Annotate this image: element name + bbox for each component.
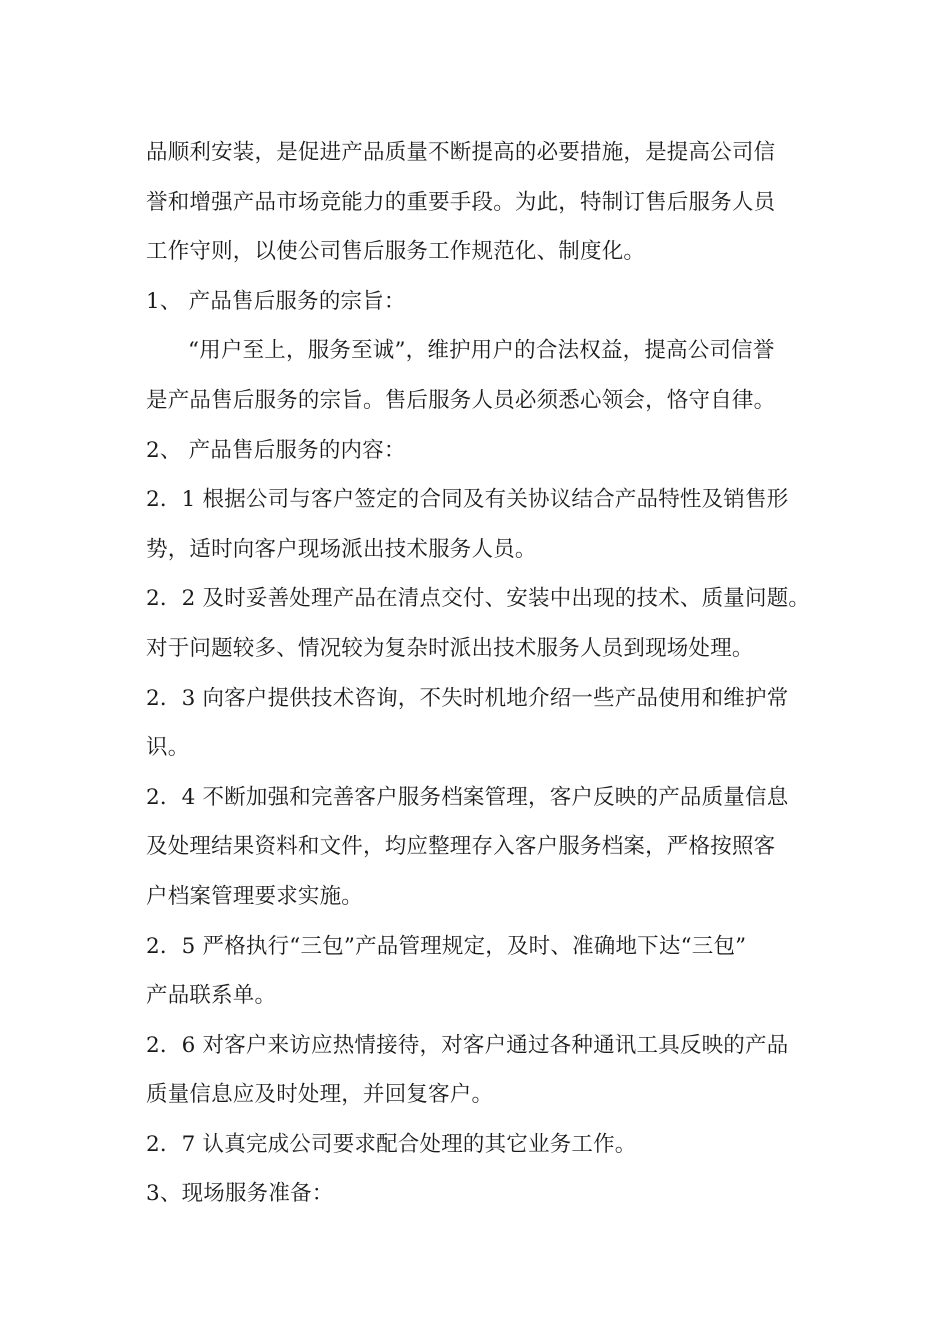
text-line: 2．7 认真完成公司要求配合处理的其它业务工作。 [146, 1131, 637, 1157]
text-line: 2．6 对客户来访应热情接待，对客户通过各种通讯工具反映的产品 [146, 1032, 789, 1058]
text-line: 识。 [146, 735, 190, 761]
text-line: 2．4 不断加强和完善客户服务档案管理，客户反映的产品质量信息 [146, 784, 789, 810]
text-line: “用户至上，服务至诚”，维护用户的合法权益，提高公司信誉 [188, 338, 775, 364]
text-line: 2．1 根据公司与客户签定的合同及有关协议结合产品特性及销售形 [146, 487, 789, 513]
text-line: 2．5 严格执行“三包”产品管理规定，及时、准确地下达“三包” [146, 933, 747, 959]
section-heading: 3、现场服务准备： [146, 1181, 334, 1207]
text-line: 质量信息应及时处理，并回复客户。 [146, 1082, 494, 1108]
section-heading: 2、 产品售后服务的内容： [146, 437, 406, 463]
text-line: 及处理结果资料和文件，均应整理存入客户服务档案，严格按照客 [146, 834, 776, 860]
text-line: 工作守则，以使公司售后服务工作规范化、制度化。 [146, 239, 646, 265]
text-line: 品顺利安装，是促进产品质量不断提高的必要措施，是提高公司信 [146, 140, 776, 165]
text-line: 2．2 及时妥善处理产品在清点交付、安装中出现的技术、质量问题。 [146, 586, 811, 612]
text-line: 势，适时向客户现场派出技术服务人员。 [146, 536, 537, 562]
document-body [146, 133, 826, 1224]
text-line: 产品联系单。 [146, 983, 277, 1009]
text-line: 对于问题较多、情况较为复杂时派出技术服务人员到现场处理。 [146, 635, 754, 661]
text-line: 2．3 向客户提供技术咨询，不失时机地介绍一些产品使用和维护常 [146, 685, 789, 711]
text-line: 户档案管理要求实施。 [146, 883, 364, 909]
section-heading: 1、 产品售后服务的宗旨： [146, 288, 406, 314]
text-line: 誉和增强产品市场竞能力的重要手段。为此，特制订售后服务人员 [146, 189, 776, 215]
text-line: 是产品售后服务的宗旨。售后服务人员必须悉心领会，恪守自律。 [146, 387, 776, 413]
